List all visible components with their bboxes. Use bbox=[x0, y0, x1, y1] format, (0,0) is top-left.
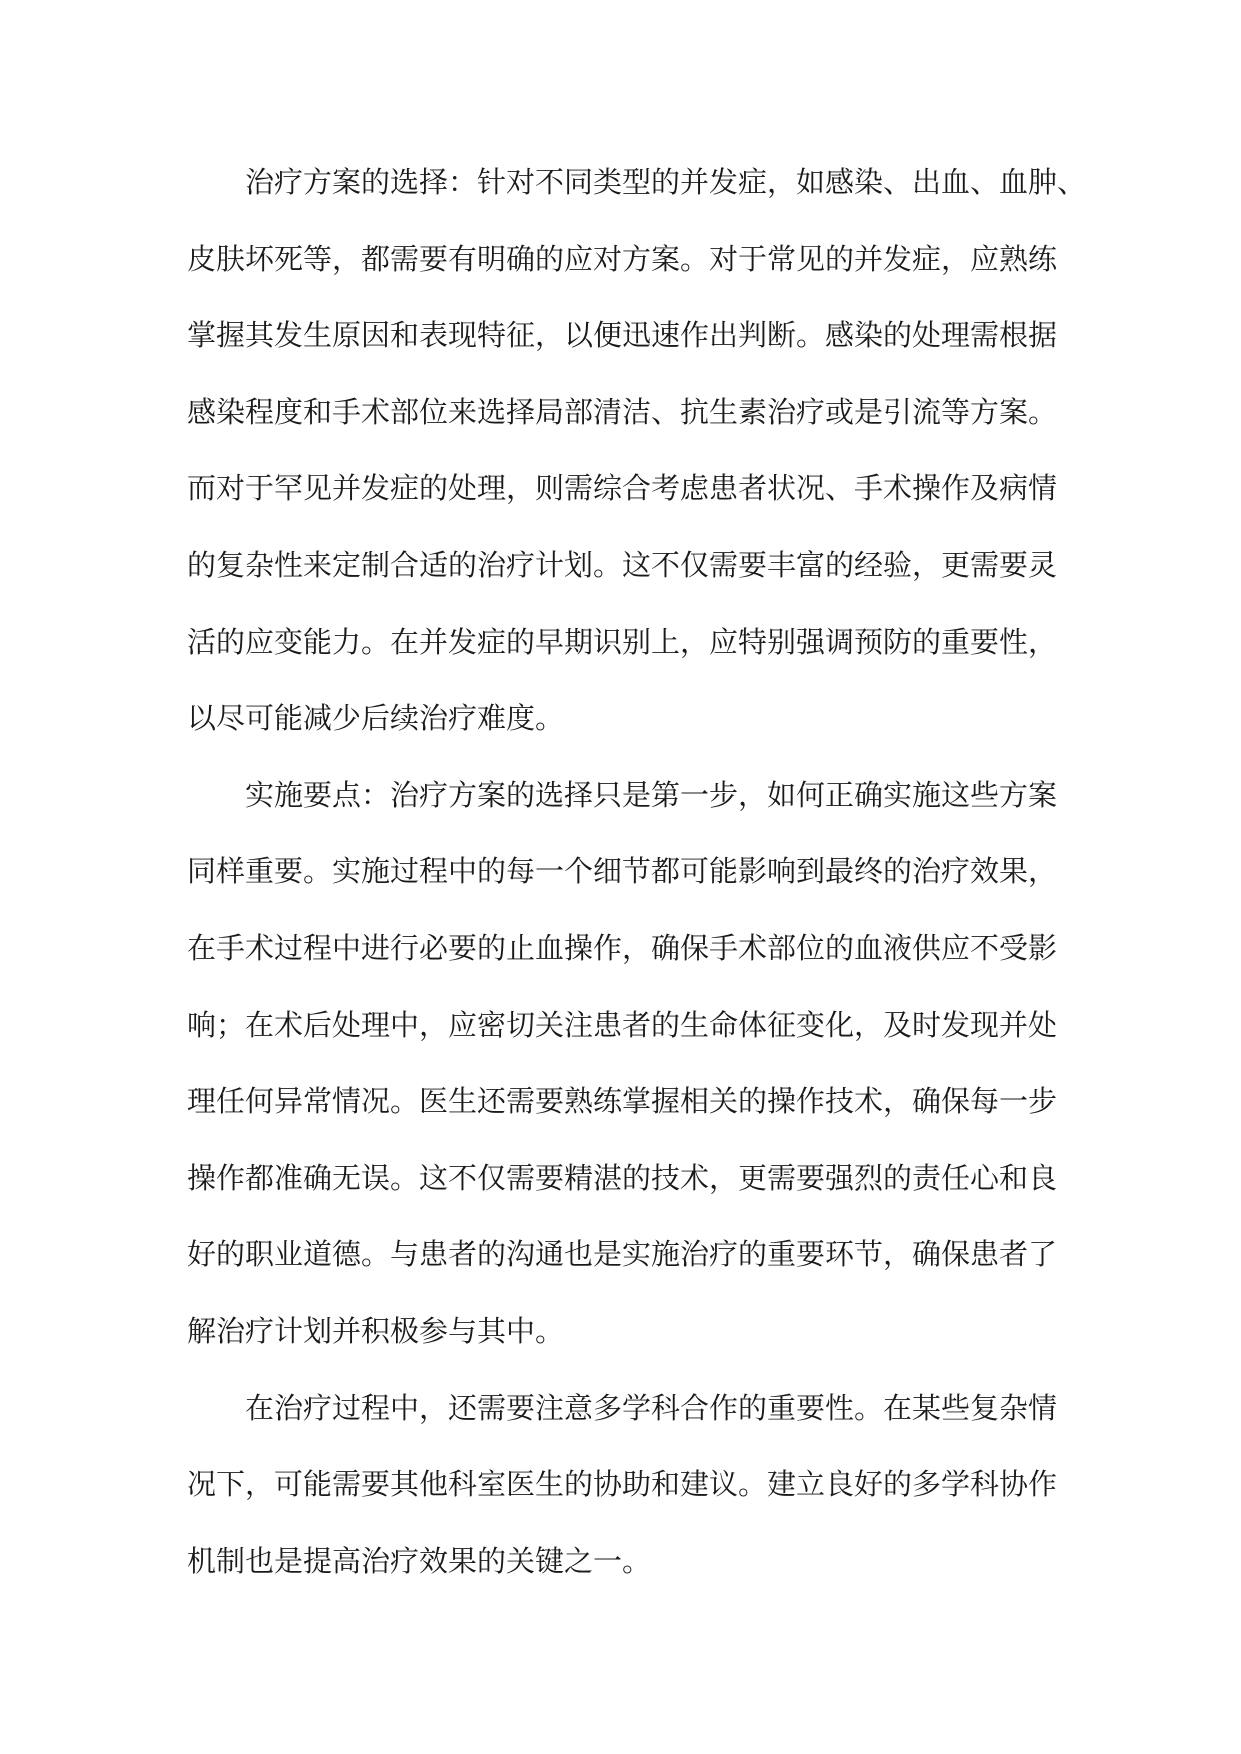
text-line: 好的职业道德。与患者的沟通也是实施治疗的重要环节，确保患者了 bbox=[187, 1237, 1058, 1272]
text-line: 实施要点：治疗方案的选择只是第一步，如何正确实施这些方案 bbox=[245, 777, 1058, 812]
text-line: 解治疗计划并积极参与其中。 bbox=[187, 1313, 565, 1348]
paragraph-treatment-selection bbox=[187, 144, 1087, 757]
text-line: 治疗方案的选择：针对不同类型的并发症，如感染、出血、血肿、 bbox=[245, 165, 1087, 199]
text-line: 掌握其发生原因和表现特征，以便迅速作出判断。感染的处理需根据 bbox=[187, 318, 1058, 353]
text-line: 况下，可能需要其他科室医生的协助和建议。建立良好的多学科协作 bbox=[187, 1467, 1058, 1502]
paragraph-implementation-points bbox=[187, 757, 1087, 1370]
text-line: 在治疗过程中，还需要注意多学科合作的重要性。在某些复杂情 bbox=[245, 1390, 1058, 1425]
document-body bbox=[187, 144, 1087, 1599]
text-line: 理任何异常情况。医生还需要熟练掌握相关的操作技术，确保每一步 bbox=[187, 1084, 1058, 1119]
paragraph-multidisciplinary bbox=[187, 1370, 1087, 1600]
text-line: 皮肤坏死等，都需要有明确的应对方案。对于常见的并发症，应熟练 bbox=[187, 241, 1058, 276]
text-line: 同样重要。实施过程中的每一个细节都可能影响到最终的治疗效果， bbox=[187, 854, 1058, 889]
text-line: 以尽可能减少后续治疗难度。 bbox=[187, 701, 565, 736]
text-line: 的复杂性来定制合适的治疗计划。这不仅需要丰富的经验，更需要灵 bbox=[187, 547, 1058, 582]
text-line: 在手术过程中进行必要的止血操作，确保手术部位的血液供应不受影 bbox=[187, 930, 1058, 965]
text-line: 活的应变能力。在并发症的早期识别上，应特别强调预防的重要性， bbox=[187, 624, 1058, 659]
text-line: 响；在术后处理中，应密切关注患者的生命体征变化，及时发现并处 bbox=[187, 1007, 1058, 1042]
text-line: 机制也是提高治疗效果的关键之一。 bbox=[187, 1543, 652, 1578]
text-line: 而对于罕见并发症的处理，则需综合考虑患者状况、手术操作及病情 bbox=[187, 471, 1058, 506]
text-line: 感染程度和手术部位来选择局部清洁、抗生素治疗或是引流等方案。 bbox=[187, 394, 1058, 429]
text-line: 操作都准确无误。这不仅需要精湛的技术，更需要强烈的责任心和良 bbox=[187, 1160, 1058, 1195]
